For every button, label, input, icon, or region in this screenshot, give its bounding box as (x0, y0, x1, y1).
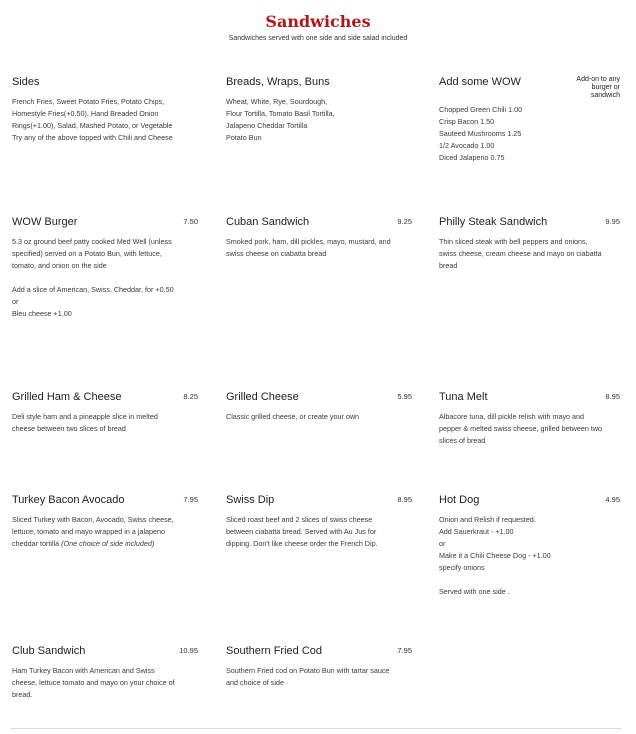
menu-item-description (12, 411, 198, 435)
description-gap (439, 574, 620, 586)
description-line (12, 526, 198, 538)
description-text: cheddar tortilla (12, 539, 60, 548)
description-line (12, 514, 198, 526)
description-line (12, 236, 198, 248)
description-text: tomato, and onion on the side (12, 261, 107, 270)
menu-item-name: Add some WOW (439, 76, 521, 88)
description-text: pepper & melted swiss cheese, grilled between two (439, 424, 603, 433)
description-line (439, 116, 620, 128)
description-text: specify onions (439, 563, 485, 572)
description-text: dipping. Don't like cheese order the French Dip. (226, 539, 378, 548)
menu-item-name: Hot Dog (439, 494, 480, 506)
description-text: Crisp Bacon 1.50 (439, 117, 495, 126)
menu-item-price: 9.95 (605, 217, 620, 226)
menu-item-name: Swiss Dip (226, 494, 275, 506)
description-text: Ham Turkey Bacon with American and Swiss (12, 666, 155, 675)
description-text: Served with one side . (439, 587, 510, 596)
description-line (439, 236, 620, 248)
menu-item-name: Turkey Bacon Avocado (12, 494, 125, 506)
menu-item-price: 8.95 (605, 392, 620, 401)
menu-item-price: 4.95 (605, 495, 620, 504)
description-text: Make it a Chili Cheese Dog - +1.00 (439, 551, 551, 560)
menu-item-price: 8.25 (183, 392, 198, 401)
description-text: lettuce, tomato and mayo wrapped in a jalapeno (12, 527, 166, 536)
menu-item (226, 494, 412, 550)
description-text: Diced Jalapeno 0.75 (439, 153, 505, 162)
description-line (439, 538, 620, 550)
menu-item-name: Cuban Sandwich (226, 216, 310, 228)
menu-item-header (226, 76, 412, 88)
description-text: cheese between two slices of bread (12, 424, 126, 433)
description-text: Potato Bun (226, 133, 262, 142)
menu-item-name: WOW Burger (12, 216, 78, 228)
description-text: between ciabatta bread. Served with Au Jus for (226, 527, 377, 536)
description-text: Rings(+1.00), Salad, Mashed Potato, or Vegetable (12, 121, 173, 130)
description-line (12, 284, 198, 296)
menu-item-name: Club Sandwich (12, 645, 86, 657)
description-text: or (439, 539, 446, 548)
menu-item-header (439, 391, 620, 403)
description-text: Sauteed Mushrooms 1.25 (439, 129, 522, 138)
description-text: Add Sauerkraut - +1.00 (439, 527, 514, 536)
menu-item-name: Tuna Melt (439, 391, 488, 403)
menu-item-price: 8.95 (397, 495, 412, 504)
description-line (226, 526, 412, 538)
menu-item-description (12, 514, 198, 550)
menu-item (226, 645, 412, 689)
menu-item-description (439, 514, 620, 598)
page-title: Sandwiches (265, 12, 371, 31)
menu-item (226, 76, 412, 144)
description-text: Try any of the above topped with Chili and Cheese (12, 133, 173, 142)
description-text: Add a slice of American, Swiss, Cheddar, for +0.50 (12, 285, 174, 294)
side-note: (One choice of side included) (61, 539, 155, 548)
description-line (439, 411, 620, 423)
description-line (439, 128, 620, 140)
description-line (12, 260, 198, 272)
description-text: Flour Tortilla, Tomato Basil Tortilla, (226, 109, 335, 118)
description-text: 1/2 Avocado 1.00 (439, 141, 495, 150)
description-text: cheese, lettuce tomato and mayo on your choice of (12, 678, 175, 687)
menu-item (439, 216, 620, 272)
menu-item-description (439, 104, 620, 164)
description-line (226, 514, 412, 526)
description-text: specified) served on a Potato Bun, with lettuce, (12, 249, 162, 258)
description-line (439, 248, 620, 260)
description-text: French Fries, Sweet Potato Fries, Potato Chips, (12, 97, 165, 106)
description-text: bread. (12, 690, 33, 699)
menu-item-description (226, 665, 412, 689)
description-line (12, 120, 198, 132)
description-text: slices of bread (439, 436, 486, 445)
menu-item (12, 216, 198, 320)
menu-item-header (439, 216, 620, 228)
description-line (439, 423, 620, 435)
menu-item-description (12, 96, 198, 144)
description-text: Onion and Relish if requested. (439, 515, 536, 524)
description-line (439, 586, 620, 598)
description-text: Chopped Green Chili 1.00 (439, 105, 523, 114)
divider (10, 728, 622, 729)
menu-item-note: Add-on to any burger or sandwich (576, 76, 620, 99)
description-line (12, 108, 198, 120)
menu-item (12, 76, 198, 144)
menu-item-name: Grilled Ham & Cheese (12, 391, 122, 403)
menu-item-header (12, 391, 198, 403)
description-text: Homestyle Fries(+0.50), Hand Breaded Onion (12, 109, 159, 118)
description-text: Jalapeno Cheddar Tortilla (226, 121, 308, 130)
description-line (12, 665, 198, 677)
menu-item (12, 494, 198, 550)
description-text: Wheat, White, Rye, Sourdough, (226, 97, 328, 106)
menu-item-description (226, 411, 412, 423)
description-text: Classic grilled cheese, or create your own (226, 412, 360, 421)
description-text: Smoked pork, ham, dill pickles, mayo, mustard, and (226, 237, 391, 246)
menu-item (12, 391, 198, 435)
description-line (439, 140, 620, 152)
description-text: Sliced Turkey with Bacon, Avocado, Swiss cheese, (12, 515, 174, 524)
menu-item-price: 9.25 (397, 217, 412, 226)
menu-item-header (439, 494, 620, 506)
menu-item (439, 391, 620, 447)
description-line (226, 132, 412, 144)
description-text: bread (439, 261, 458, 270)
description-line (12, 411, 198, 423)
description-text: Southern Fried cod on Potato Bun with tartar sauce (226, 666, 390, 675)
description-line (226, 108, 412, 120)
description-line (226, 236, 412, 248)
description-line (226, 538, 412, 550)
description-line (12, 423, 198, 435)
description-line (12, 96, 198, 108)
description-text: Deli style ham and a pineapple slice in melted (12, 412, 158, 421)
description-line (12, 689, 198, 701)
menu-item (439, 494, 620, 598)
page-subtitle: Sandwiches served with one side and side salad included (228, 35, 408, 42)
menu-item-header (12, 76, 198, 88)
description-line (439, 514, 620, 526)
menu-item-name: Breads, Wraps, Buns (226, 76, 330, 88)
description-line (226, 677, 412, 689)
menu-item-description (12, 236, 198, 320)
menu-item-name: Philly Steak Sandwich (439, 216, 548, 228)
description-line (12, 308, 198, 320)
menu-item-header (439, 76, 620, 100)
description-line (439, 526, 620, 538)
menu-item (226, 216, 412, 260)
menu-item-name: Sides (12, 76, 40, 88)
menu-item-description (226, 236, 412, 260)
menu-item-name: Grilled Cheese (226, 391, 299, 403)
menu-item-header (226, 494, 412, 506)
description-line (226, 248, 412, 260)
menu-item-price: 10.95 (179, 646, 198, 655)
menu-item-description (439, 411, 620, 447)
description-line (439, 550, 620, 562)
description-text: Albacore tuna, dill pickle relish with mayo and (439, 412, 585, 421)
description-line (439, 435, 620, 447)
description-line (439, 562, 620, 574)
description-text: Bleu cheese +1.00 (12, 309, 72, 318)
description-gap (12, 272, 198, 284)
menu-item (226, 391, 412, 423)
description-line (12, 538, 198, 550)
description-text: Thin sliced steak with bell peppers and onions, (439, 237, 588, 246)
menu-item-description (226, 96, 412, 144)
menu-item-description (439, 236, 620, 272)
description-text: or (12, 297, 19, 306)
description-line (12, 248, 198, 260)
menu-item-header (226, 216, 412, 228)
menu-item-header (12, 216, 198, 228)
description-line (12, 296, 198, 308)
menu-item-price: 7.50 (183, 217, 198, 226)
description-line (439, 152, 620, 164)
menu-item (12, 645, 198, 701)
menu-item-price: 7.95 (183, 495, 198, 504)
description-line (226, 96, 412, 108)
description-text: 5.3 oz ground beef patty cooked Med Well (unless (12, 237, 172, 246)
description-text: swiss cheese on ciabatta bread (226, 249, 327, 258)
description-text: and choice of side (226, 678, 284, 687)
menu-item-description (226, 514, 412, 550)
description-line (439, 104, 620, 116)
menu-item-description (12, 665, 198, 701)
menu-item-header (226, 391, 412, 403)
description-line (226, 120, 412, 132)
menu-item-price: 5.95 (397, 392, 412, 401)
description-line (12, 132, 198, 144)
menu-item-price: 7.95 (397, 646, 412, 655)
description-text: Sliced roast beef and 2 slices of swiss cheese (226, 515, 373, 524)
description-line (226, 411, 412, 423)
menu-item-header (12, 645, 198, 657)
description-line (439, 260, 620, 272)
description-text: swiss cheese, cream cheese and mayo on ciabatta (439, 249, 602, 258)
menu-item-header (12, 494, 198, 506)
menu-item-name: Southern Fried Cod (226, 645, 322, 657)
menu-item (439, 76, 620, 164)
menu-item-header (226, 645, 412, 657)
description-line (12, 677, 198, 689)
description-line (226, 665, 412, 677)
